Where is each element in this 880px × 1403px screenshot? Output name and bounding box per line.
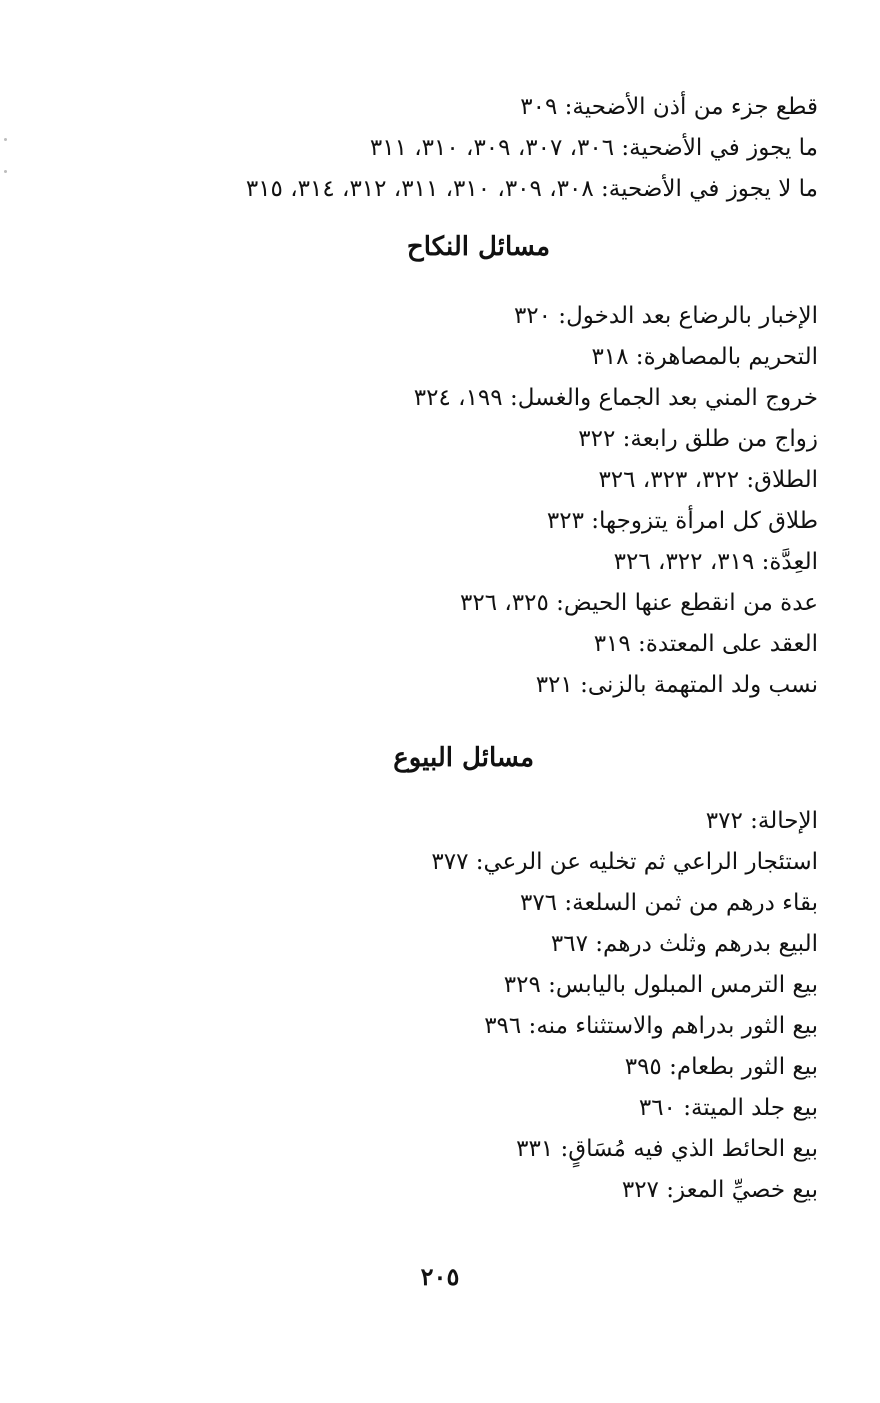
index-entry: الإخبار بالرضاع بعد الدخول: ٣٢٠ — [513, 303, 818, 329]
index-entry: بيع جلد الميتة: ٣٦٠ — [638, 1095, 818, 1121]
entry-term: زواج من طلق رابعة — [630, 426, 818, 452]
entry-pages: ٣٩٥ — [624, 1054, 662, 1080]
index-entry: قطع جزء من أذن الأضحية: ٣٠٩ — [520, 94, 818, 120]
scan-mark — [4, 170, 7, 173]
entry-term: ما يجوز في الأضحية — [629, 135, 818, 161]
entry-pages: ٣٣١ — [516, 1136, 554, 1162]
index-entry: الإحالة: ٣٧٢ — [705, 808, 818, 834]
index-entry: العقد على المعتدة: ٣١٩ — [593, 631, 818, 657]
entry-term: العِدَّة — [769, 549, 818, 575]
entry-term: قطع جزء من أذن الأضحية — [572, 94, 818, 120]
entry-term: العقد على المعتدة — [645, 631, 818, 657]
index-entry: زواج من طلق رابعة: ٣٢٢ — [578, 426, 818, 452]
entry-term: الطلاق — [754, 467, 818, 493]
nikah-entry-list — [118, 296, 818, 706]
entry-term: بيع خصيِّ المعز — [673, 1177, 818, 1203]
entry-pages: ٣٢٩ — [503, 972, 541, 998]
index-entry: استئجار الراعي ثم تخليه عن الرعي: ٣٧٧ — [431, 849, 818, 875]
buyu-entry-list — [118, 801, 818, 1211]
entry-term: الإخبار بالرضاع بعد الدخول — [566, 303, 818, 329]
entry-pages: ٣٧٧ — [431, 849, 469, 875]
page-number: ٢٠٥ — [420, 1262, 460, 1291]
entry-pages: ٣٢٢، ٣٢٣، ٣٢٦ — [598, 467, 740, 493]
entry-pages: ٣٠٦، ٣٠٧، ٣٠٩، ٣١٠، ٣١١ — [369, 135, 615, 161]
index-entry: طلاق كل امرأة يتزوجها: ٣٢٣ — [546, 508, 818, 534]
entry-term: التحريم بالمصاهرة — [643, 344, 818, 370]
entry-term: بقاء درهم من ثمن السلعة — [572, 890, 818, 916]
index-entry: بيع الترمس المبلول باليابس: ٣٢٩ — [503, 972, 818, 998]
entry-term: بيع الثور بدراهم والاستثناء منه — [536, 1013, 818, 1039]
entry-term: عدة من انقطع عنها الحيض — [563, 590, 818, 616]
intro-entry-list — [118, 87, 818, 210]
index-entry: التحريم بالمصاهرة: ٣١٨ — [591, 344, 818, 370]
entry-pages: ١٩٩، ٣٢٤ — [413, 385, 503, 411]
index-entry: الطلاق: ٣٢٢، ٣٢٣، ٣٢٦ — [598, 467, 818, 493]
entry-term: نسب ولد المتهمة بالزنى — [587, 672, 818, 698]
entry-pages: ٣٢٢ — [578, 426, 616, 452]
entry-pages: ٣٩٦ — [484, 1013, 522, 1039]
entry-term: طلاق كل امرأة يتزوجها — [599, 508, 818, 534]
entry-term: بيع جلد الميتة — [690, 1095, 818, 1121]
entry-term: البيع بدرهم وثلث درهم — [603, 931, 818, 957]
scan-mark — [4, 138, 7, 141]
entry-pages: ٣١٨ — [591, 344, 629, 370]
index-entry: بيع الحائط الذي فيه مُسَاقٍ: ٣٣١ — [516, 1136, 818, 1162]
entry-pages: ٣٢١ — [535, 672, 573, 698]
index-entry: نسب ولد المتهمة بالزنى: ٣٢١ — [535, 672, 818, 698]
entry-pages: ٣٠٩ — [520, 94, 558, 120]
entry-pages: ٣١٩، ٣٢٢، ٣٢٦ — [613, 549, 755, 575]
entry-pages: ٣٦٠ — [638, 1095, 676, 1121]
index-entry: خروج المني بعد الجماع والغسل: ١٩٩، ٣٢٤ — [413, 385, 818, 411]
index-entry: العِدَّة: ٣١٩، ٣٢٢، ٣٢٦ — [613, 549, 818, 575]
entry-pages: ٣٠٨، ٣٠٩، ٣١٠، ٣١١، ٣١٢، ٣١٤، ٣١٥ — [245, 176, 594, 202]
section-heading-buyu: مسائل البيوع — [393, 743, 534, 773]
index-entry: بقاء درهم من ثمن السلعة: ٣٧٦ — [519, 890, 818, 916]
entry-pages: ٣٢٥، ٣٢٦ — [459, 590, 549, 616]
entry-pages: ٣٢٠ — [513, 303, 551, 329]
entry-term: بيع الحائط الذي فيه مُسَاقٍ — [568, 1136, 818, 1162]
index-entry: البيع بدرهم وثلث درهم: ٣٦٧ — [550, 931, 818, 957]
entry-pages: ٣٧٢ — [705, 808, 743, 834]
entry-term: بيع الترمس المبلول باليابس — [555, 972, 818, 998]
section-heading-nikah: مسائل النكاح — [406, 232, 550, 262]
entry-term: بيع الثور بطعام — [676, 1054, 818, 1080]
entry-term: ما لا يجوز في الأضحية — [608, 176, 818, 202]
entry-pages: ٣٧٦ — [519, 890, 558, 916]
index-entry: ما لا يجوز في الأضحية: ٣٠٨، ٣٠٩، ٣١٠، ٣١١، ٣١٢، ٣١٤، ٣١٥ — [245, 176, 818, 202]
entry-term: الإحالة — [757, 808, 818, 834]
entry-term: استئجار الراعي ثم تخليه عن الرعي — [483, 849, 818, 875]
index-entry: عدة من انقطع عنها الحيض: ٣٢٥، ٣٢٦ — [459, 590, 818, 616]
entry-pages: ٣٦٧ — [550, 931, 588, 957]
index-entry: بيع خصيِّ المعز: ٣٢٧ — [621, 1177, 818, 1203]
entry-term: خروج المني بعد الجماع والغسل — [517, 385, 818, 411]
entry-pages: ٣٢٣ — [546, 508, 584, 534]
entry-pages: ٣٢٧ — [621, 1177, 659, 1203]
index-entry: بيع الثور بطعام: ٣٩٥ — [624, 1054, 818, 1080]
index-entry: بيع الثور بدراهم والاستثناء منه: ٣٩٦ — [484, 1013, 818, 1039]
index-entry: ما يجوز في الأضحية: ٣٠٦، ٣٠٧، ٣٠٩، ٣١٠، ٣١١ — [369, 135, 818, 161]
entry-pages: ٣١٩ — [593, 631, 631, 657]
